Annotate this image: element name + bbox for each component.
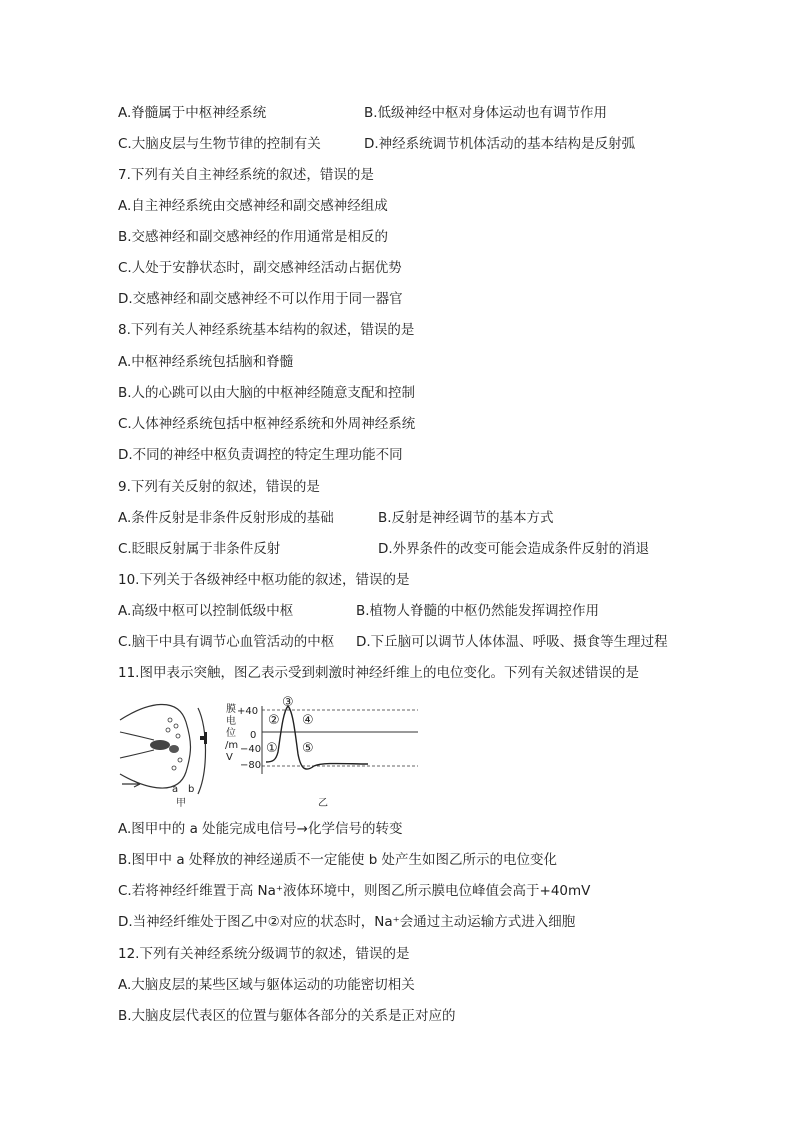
q11-option-b: B.图甲中 a 处释放的神经递质不一定能使 b 处产生如图乙所示的电位变化 bbox=[118, 852, 558, 868]
q8-stem: 8.下列有关人神经系统基本结构的叙述，错误的是 bbox=[118, 322, 415, 338]
q8-option-a: A.中枢神经系统包括脑和脊髓 bbox=[118, 354, 294, 370]
tick-minus80: −80 bbox=[240, 760, 262, 771]
q12-stem: 12.下列有关神经系统分级调节的叙述，错误的是 bbox=[118, 946, 410, 962]
q8-option-c: C.人体神经系统包括中枢神经系统和外周神经系统 bbox=[118, 416, 416, 432]
q8-option-b: B.人的心跳可以由大脑的中枢神经随意支配和控制 bbox=[118, 385, 416, 401]
phase-1: ① bbox=[266, 741, 278, 756]
q11-option-d: D.当神经纤维处于图乙中②对应的状态时，Na⁺会通过主动运输方式进入细胞 bbox=[118, 914, 576, 930]
membrane-potential-graph bbox=[225, 695, 418, 809]
q10-option-c: C.脑干中具有调节心血管活动的中枢 bbox=[118, 634, 335, 650]
q11-option-a: A.图甲中的 a 处能完成电信号→化学信号的转变 bbox=[118, 821, 403, 837]
graph-ylabel-1: 膜 bbox=[226, 704, 236, 715]
phase-5: ⑤ bbox=[302, 741, 314, 756]
svg-text:/m: /m bbox=[225, 740, 239, 751]
q12-option-a: A.大脑皮层的某些区域与躯体运动的功能密切相关 bbox=[118, 977, 415, 993]
svg-text:位: 位 bbox=[226, 728, 236, 739]
svg-text:电: 电 bbox=[226, 716, 236, 727]
q9-option-b: B.反射是神经调节的基本方式 bbox=[378, 510, 554, 526]
tick-0: 0 bbox=[250, 730, 257, 741]
tick-minus40: −40 bbox=[240, 744, 262, 755]
q7-option-b: B.交感神经和副交感神经的作用通常是相反的 bbox=[118, 229, 389, 245]
svg-text:V: V bbox=[226, 752, 233, 763]
q10-stem: 10.下列关于各级神经中枢功能的叙述，错误的是 bbox=[118, 572, 410, 588]
phase-3: ③ bbox=[282, 695, 294, 710]
figure-jia-label: 甲 bbox=[176, 798, 186, 809]
q7-option-c: C.人处于安静状态时，副交感神经活动占据优势 bbox=[118, 260, 402, 276]
q9-option-c: C.眨眼反射属于非条件反射 bbox=[118, 541, 281, 557]
q10-option-b: B.植物人脊髓的中枢仍然能发挥调控作用 bbox=[356, 603, 600, 619]
q12-option-b: B.大脑皮层代表区的位置与躯体各部分的关系是正对应的 bbox=[118, 1008, 456, 1024]
synapse-point-a: a bbox=[172, 784, 179, 795]
q6-option-d: D.神经系统调节机体活动的基本结构是反射弧 bbox=[364, 136, 636, 152]
q9-option-a: A.条件反射是非条件反射形成的基础 bbox=[118, 510, 334, 526]
q7-stem: 7.下列有关自主神经系统的叙述，错误的是 bbox=[118, 167, 374, 183]
phase-2: ② bbox=[268, 713, 280, 728]
q6-option-b: B.低级神经中枢对身体运动也有调节作用 bbox=[364, 105, 608, 121]
q9-stem: 9.下列有关反射的叙述，错误的是 bbox=[118, 479, 320, 495]
q11-stem: 11.图甲表示突触，图乙表示受到刺激时神经纤维上的电位变化。下列有关叙述错误的是 bbox=[118, 665, 639, 681]
q11-figure bbox=[118, 692, 478, 810]
q9-option-d: D.外界条件的改变可能会造成条件反射的消退 bbox=[378, 541, 650, 557]
q10-option-d: D.下丘脑可以调节人体体温、呼吸、摄食等生理过程 bbox=[356, 634, 668, 650]
q7-option-d: D.交感神经和副交感神经不可以作用于同一器官 bbox=[118, 291, 403, 307]
q11-figure-svg bbox=[118, 692, 478, 810]
figure-yi-label: 乙 bbox=[318, 798, 328, 809]
tick-plus40: +40 bbox=[237, 706, 259, 717]
q6-option-c: C.大脑皮层与生物节律的控制有关 bbox=[118, 136, 321, 152]
q6-option-a: A.脊髓属于中枢神经系统 bbox=[118, 105, 267, 121]
synapse-diagram bbox=[120, 704, 207, 809]
q8-option-d: D.不同的神经中枢负责调控的特定生理功能不同 bbox=[118, 447, 403, 463]
q11-option-c: C.若将神经纤维置于高 Na⁺液体环境中，则图乙所示膜电位峰值会高于+40mV bbox=[118, 883, 591, 899]
phase-4: ④ bbox=[302, 713, 314, 728]
synapse-point-b: b bbox=[188, 784, 195, 795]
q10-option-a: A.高级中枢可以控制低级中枢 bbox=[118, 603, 294, 619]
q7-option-a: A.自主神经系统由交感神经和副交感神经组成 bbox=[118, 198, 388, 214]
